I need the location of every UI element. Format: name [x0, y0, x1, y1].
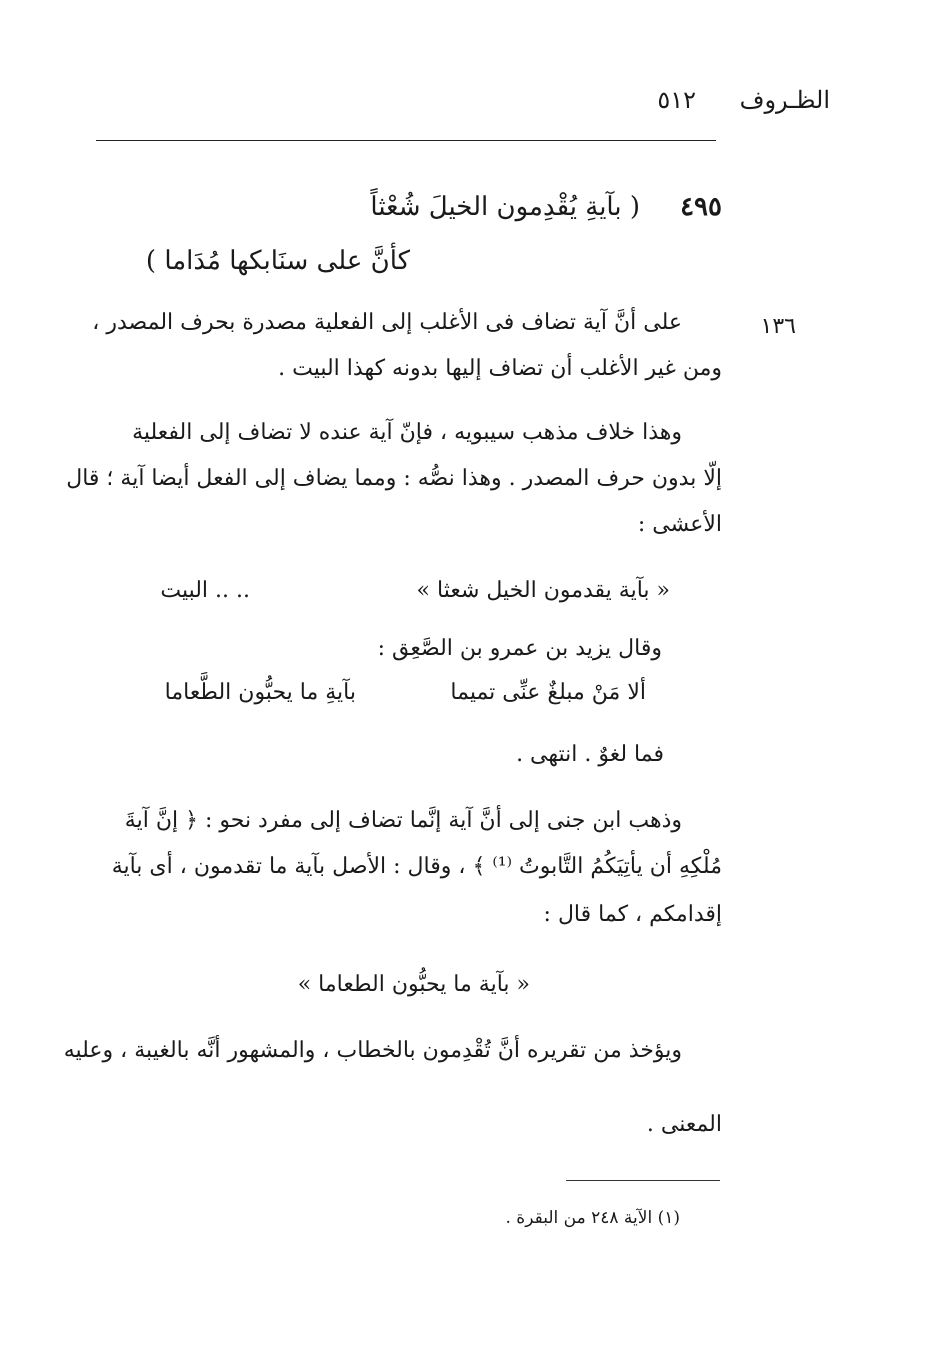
- verse-line-2: كأنَّ على سنَابكها مُدَاما ): [145, 246, 410, 276]
- paragraph-2-line-3: الأعشى :: [637, 512, 722, 537]
- header-rule: [96, 140, 716, 141]
- quote-2: « بآية ما يحبُّون الطعاما »: [297, 972, 530, 997]
- ibn-jinni-line-2: مُلْكِهِ أن يأتِيَكُمُ التَّابوتُ ⁽¹⁾ ﴾ ، وقال : الأصل بآية ما تقدمون ، أى بآية: [111, 854, 722, 879]
- quote-1-part-2: .. .. البيت: [160, 578, 250, 603]
- margin-number: ١٣٦: [760, 314, 796, 339]
- page-number: [96, 86, 696, 114]
- footnote-rule: [566, 1180, 720, 1181]
- paragraph-1-line-2: ومن غير الأغلب أن تضاف إليها بدونه كهذا البيت .: [278, 356, 722, 381]
- yazid-after: فما لغوٌ . انتهى .: [516, 742, 664, 767]
- yazid-hemistich-1: ألا مَنْ مبلغٌ عنِّى تميما: [450, 680, 646, 705]
- footnote: (١) الآية ٢٤٨ من البقرة .: [505, 1208, 680, 1228]
- ibn-jinni-line-3: إقدامكم ، كما قال :: [543, 902, 722, 927]
- ibn-jinni-line-1: وذهب ابن جنى إلى أنَّ آية إنَّما تضاف إلى مفرد نحو : ﴿ إنَّ آيةَ: [124, 808, 682, 833]
- paragraph-1-line-1: على أنَّ آية تضاف فى الأغلب إلى الفعلية مصدرة بحرف المصدر ،: [92, 310, 682, 335]
- final-line-1: ويؤخذ من تقريره أنَّ تُقْدِمون بالخطاب ، والمشهور أنَّه بالغيبة ، وعليه: [63, 1038, 682, 1063]
- paragraph-2-line-2: إلّا بدون حرف المصدر . وهذا نصُّه : ومما يضاف إلى الفعل أيضا آية ؛ قال: [66, 466, 722, 491]
- yazid-intro: وقال يزيد بن عمرو بن الصَّعِق :: [377, 636, 662, 661]
- final-line-2: المعنى .: [646, 1112, 722, 1137]
- running-header-title: الظـروف: [739, 86, 830, 114]
- verse-line-1: ( بآيةِ يُقْدِمون الخيلَ شُعْثاً: [370, 192, 640, 222]
- quote-1-part-1: « بآية يقدمون الخيل شعثا »: [416, 578, 670, 603]
- paragraph-2-line-1: وهذا خلاف مذهب سيبويه ، فإنّ آية عنده لا تضاف إلى الفعلية: [132, 420, 682, 445]
- page-number-text: ٥١٢: [657, 86, 696, 114]
- yazid-hemistich-2: بآيةِ ما يحبُّون الطَّعاما: [164, 680, 356, 705]
- verse-number: ٤٩٥: [680, 192, 722, 222]
